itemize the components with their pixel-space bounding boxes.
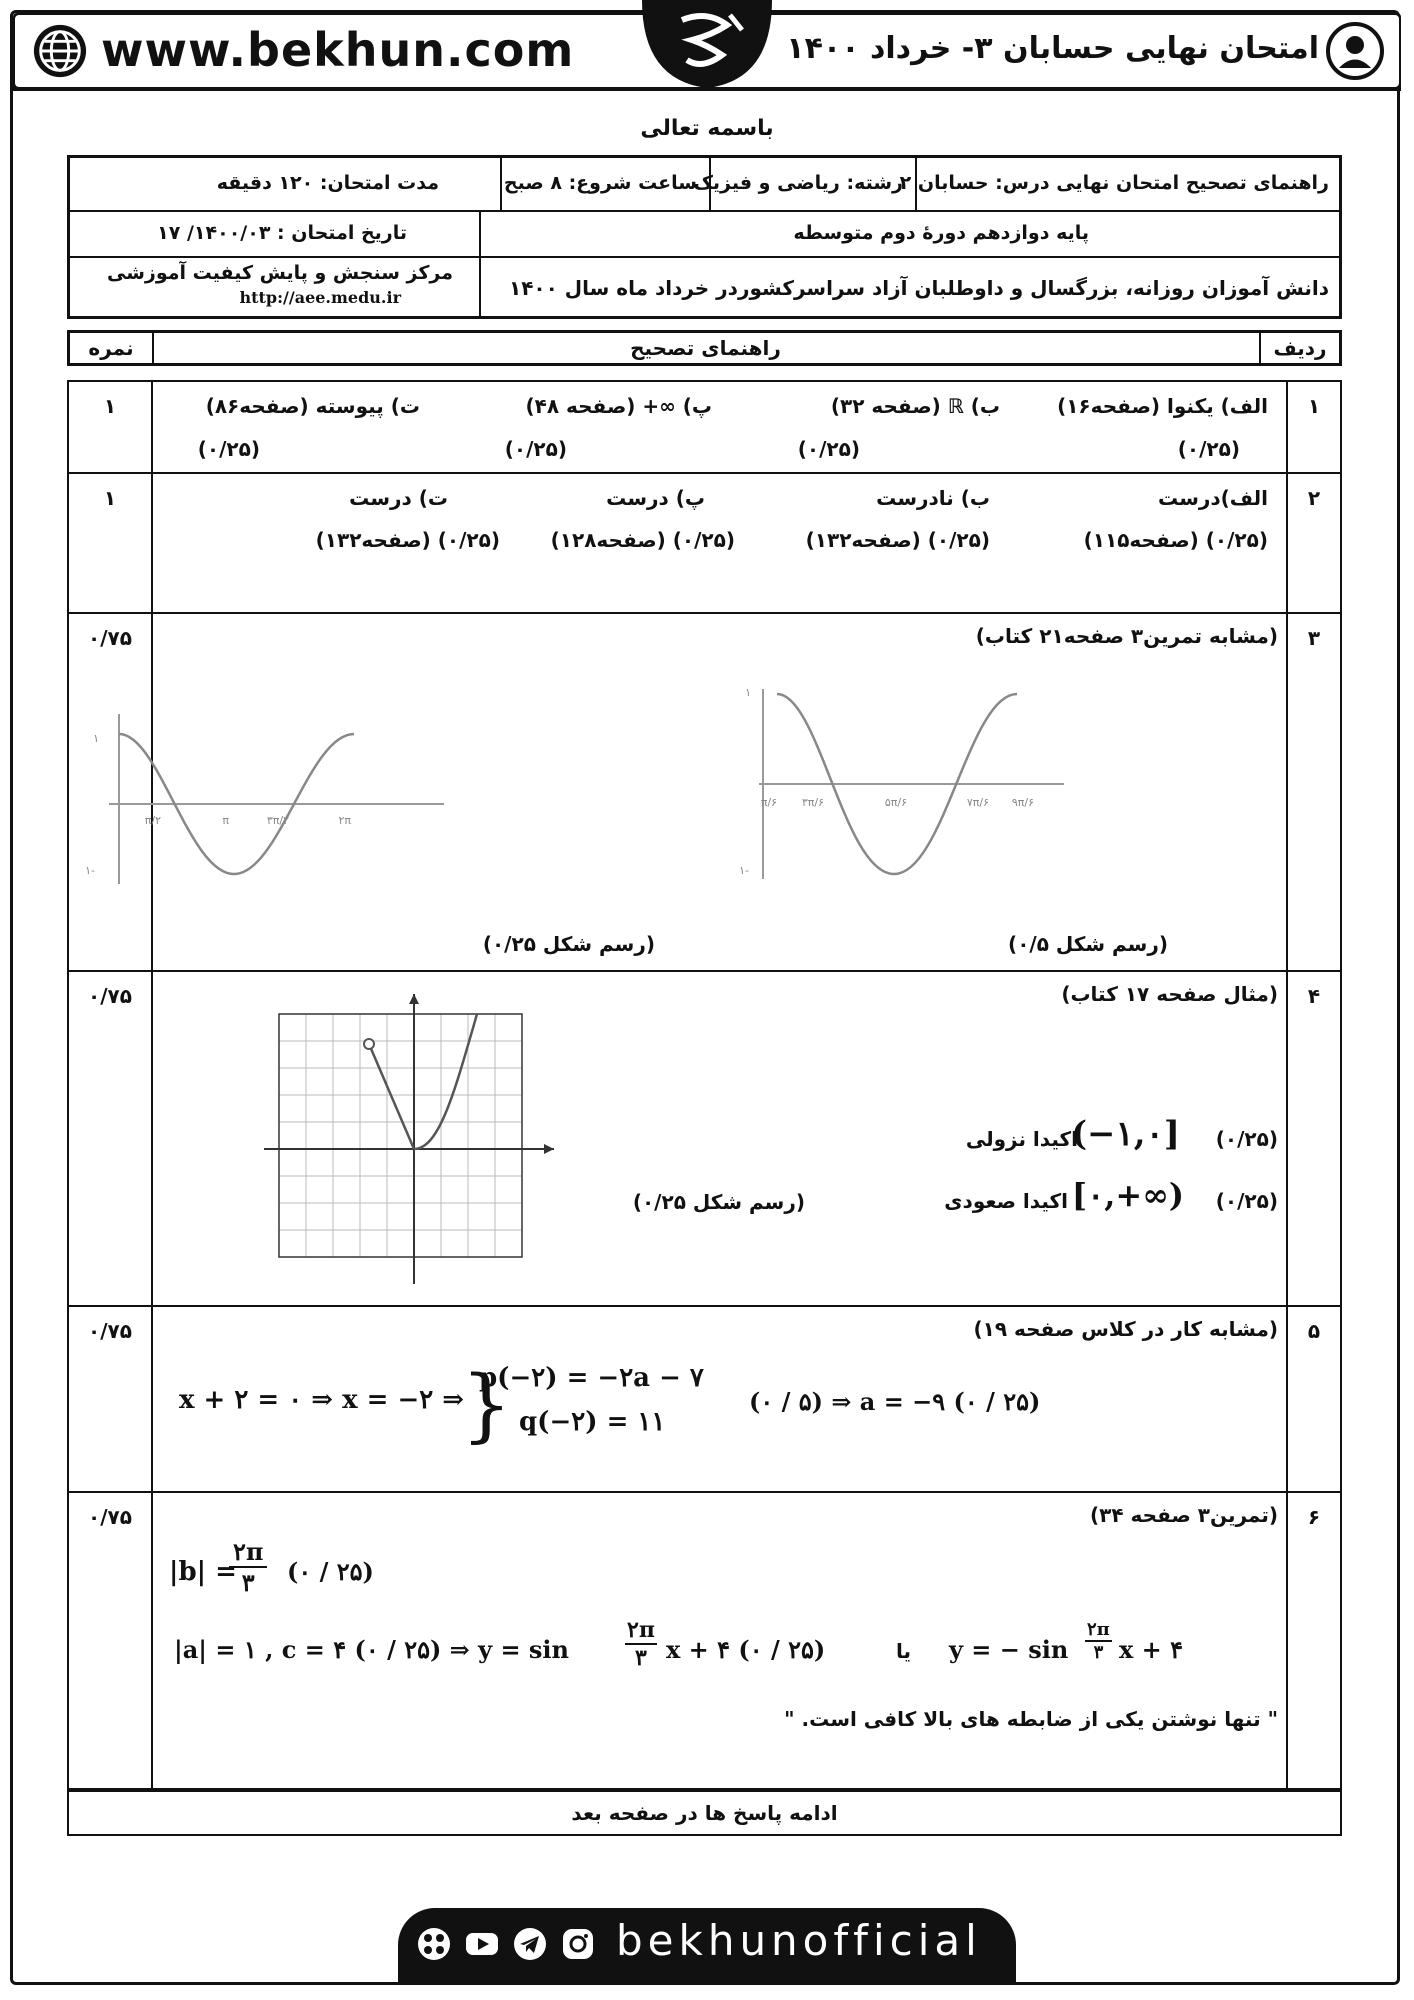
answer-d: ت) پیوسته (صفحه۸۶)	[205, 394, 420, 418]
interval-decreasing: (−۱,۰]	[1070, 1114, 1180, 1154]
line2-part-d: x + ۴	[1119, 1635, 1184, 1664]
row-score: ۰/۷۵	[88, 1319, 132, 1343]
answer-c: پ) درست	[606, 486, 705, 510]
tick-label: π	[222, 814, 229, 827]
duration: مدت امتحان: ۱۲۰ دقیقه	[216, 172, 439, 194]
row-number: ۳	[1307, 626, 1321, 650]
exam-header	[67, 155, 1342, 319]
bismillah: باسمه تعالی	[640, 116, 774, 141]
note: " تنها نوشتن یکی از ضابطه های بالا کافی است. "	[784, 1707, 1278, 1731]
system-line-2: q(−۲) = ۱۱	[519, 1407, 666, 1437]
point-b: (۰/۲۵)	[797, 437, 860, 461]
globe-icon[interactable]	[31, 22, 89, 80]
col-score: نمره	[88, 336, 134, 360]
page-b: (۰/۲۵) (صفحه۱۳۲)	[805, 528, 990, 552]
tick-label: π/۲	[144, 814, 161, 827]
col-row: ردیف	[1273, 336, 1327, 360]
frac-num: ۲π	[627, 1617, 655, 1643]
point-a: (۰/۲۵)	[1177, 437, 1240, 461]
interval-increasing: [۰,+∞)	[1071, 1176, 1184, 1214]
answer-c: پ) ∞+ (صفحه ۴۸)	[525, 394, 712, 418]
col-guide: راهنمای تصحیح	[630, 336, 781, 360]
question-reference: (مشابه تمرین۳ صفحه۲۱ کتاب)	[975, 624, 1278, 648]
answer-b: ب) ℝ (صفحه ۳۲)	[830, 394, 1000, 418]
brand-logo	[632, 0, 782, 95]
row-score: ۰/۷۵	[88, 984, 132, 1008]
course-name: راهنمای تصحیح امتحان نهایی درس: حسابان ۲	[899, 172, 1329, 194]
exam-title: امتحان نهایی حسابان ۳- خرداد ۱۴۰۰	[786, 31, 1319, 66]
b-value: |b| =	[169, 1557, 237, 1587]
point-d: (۰/۲۵)	[197, 437, 260, 461]
row-number: ۵	[1307, 1319, 1321, 1343]
social-bar	[398, 1908, 1016, 1982]
frac-den: ۳	[1093, 1642, 1104, 1663]
user-icon[interactable]	[1325, 21, 1385, 81]
question-row-5	[69, 1307, 1340, 1493]
students-info: دانش آموزان روزانه، بزرگسال و داوطلبان آزاد سراسرکشوردر خرداد ماه سال ۱۴۰۰	[509, 276, 1329, 300]
question-reference: (تمرین۳ صفحه ۳۴)	[1090, 1503, 1278, 1527]
label-increasing: اکیدا صعودی	[944, 1189, 1068, 1213]
question-row-1	[69, 382, 1340, 474]
page-d: (۰/۲۵) (صفحه۱۳۲)	[315, 528, 500, 552]
graph-caption: (رسم شکل ۰/۲۵)	[632, 1190, 805, 1214]
system-brace: {	[461, 1358, 512, 1451]
question-row-4	[69, 972, 1340, 1307]
question-reference: (مشابه کار در کلاس صفحه ۱۹)	[973, 1317, 1278, 1341]
row-number: ۱	[1307, 394, 1321, 418]
tick-label: ۲π	[338, 814, 351, 827]
equation-root: x + ۲ = ۰ ⇒ x = −۲ ⇒	[179, 1385, 465, 1415]
fraction-sin2	[1085, 1619, 1112, 1663]
continue-note: ادامه پاسخ ها در صفحه بعد	[67, 1790, 1342, 1836]
grade-level: پایه دوازدهم دورهٔ دوم متوسطه	[793, 222, 1089, 244]
telegram-icon[interactable]	[512, 1926, 548, 1962]
y-max-label: ۱	[93, 732, 99, 745]
row-number: ۴	[1307, 984, 1321, 1008]
answer-b: ب) نادرست	[876, 486, 990, 510]
youtube-icon[interactable]	[464, 1926, 500, 1962]
row-score: ۰/۷۵	[88, 626, 132, 650]
row-number: ۶	[1307, 1505, 1321, 1529]
label-decreasing: اکیدا نزولی	[965, 1127, 1078, 1151]
frac-den: ۳	[635, 1645, 647, 1671]
cosine-graph-left	[85, 684, 449, 884]
tick-label: π/۶	[760, 796, 777, 809]
fraction-sin1	[625, 1617, 657, 1671]
question-row-3	[69, 614, 1340, 972]
question-row-2	[69, 474, 1340, 614]
tick-label: ۳π/۲	[266, 814, 289, 827]
frac-num: ۲π	[1087, 1619, 1110, 1640]
b-point: (۰ / ۲۵)	[287, 1557, 374, 1586]
line2-part-b: x + ۴ (۰ / ۲۵)	[666, 1635, 826, 1664]
start-time: ساعت شروع: ۸ صبح	[503, 172, 697, 194]
row-score: ۱	[103, 486, 117, 510]
function-graph	[259, 994, 579, 1294]
question-row-6	[69, 1493, 1340, 1792]
answer-a: الف)درست	[1158, 486, 1268, 510]
cosine-graph-right	[739, 684, 1069, 884]
y-min-label: -۱	[739, 864, 749, 877]
tick-label: ۳π/۶	[801, 796, 824, 809]
exam-date: تاریخ امتحان : ۱۴۰۰/۰۳/ ۱۷	[157, 222, 407, 244]
row-score: ۱	[103, 394, 117, 418]
y-max-label: ۱	[745, 686, 751, 699]
result-a: (۰ / ۵) ⇒ a = −۹ (۰ / ۲۵)	[749, 1387, 1041, 1416]
site-url[interactable]: www.bekhun.com	[101, 23, 575, 77]
assessment-center: مرکز سنجش و پایش کیفیت آموزشی	[107, 262, 453, 284]
point-c: (۰/۲۵)	[504, 437, 567, 461]
open-point	[364, 1039, 374, 1049]
answer-a: الف) یکنوا (صفحه۱۶)	[1057, 394, 1268, 418]
center-url[interactable]: http://aee.medu.ir	[239, 288, 401, 307]
fraction-b	[229, 1537, 267, 1597]
frac-num: ۲π	[229, 1537, 267, 1568]
page-c: (۰/۲۵) (صفحه۱۲۸)	[550, 528, 735, 552]
y-min-label: -۱	[85, 864, 95, 877]
or-label: یا	[896, 1639, 912, 1663]
system-line-1: p(−۲) = −۲a − ۷	[479, 1363, 704, 1393]
answer-d: ت) درست	[349, 486, 448, 510]
frac-den: ۳	[241, 1568, 255, 1597]
question-reference: (مثال صفحه ۱۷ کتاب)	[1061, 982, 1278, 1006]
tick-label: ۵π/۶	[884, 796, 907, 809]
answers-table	[67, 380, 1342, 1790]
caption-left: (رسم شکل ۰/۲۵)	[482, 932, 655, 956]
instagram-icon[interactable]	[560, 1926, 596, 1962]
row-number: ۲	[1307, 486, 1321, 510]
tick-label: ۷π/۶	[966, 796, 989, 809]
social-handle[interactable]: bekhunofficial	[616, 1916, 982, 1965]
field-name: رشته: ریاضی و فیزیک	[693, 172, 903, 194]
line2-part-a: |a| = ۱ , c = ۴ (۰ / ۲۵) ⇒ y = sin	[174, 1635, 569, 1664]
line2-part-c: y = − sin	[949, 1635, 1069, 1664]
aparat-icon[interactable]	[416, 1926, 452, 1962]
tick-label: ۹π/۶	[1011, 796, 1034, 809]
column-header	[67, 330, 1342, 366]
point-dec: (۰/۲۵)	[1215, 1127, 1278, 1151]
row-score: ۰/۷۵	[88, 1505, 132, 1529]
caption-right: (رسم شکل ۰/۵)	[1008, 932, 1168, 956]
page-a: (۰/۲۵) (صفحه۱۱۵)	[1083, 528, 1268, 552]
point-inc: (۰/۲۵)	[1215, 1189, 1278, 1213]
